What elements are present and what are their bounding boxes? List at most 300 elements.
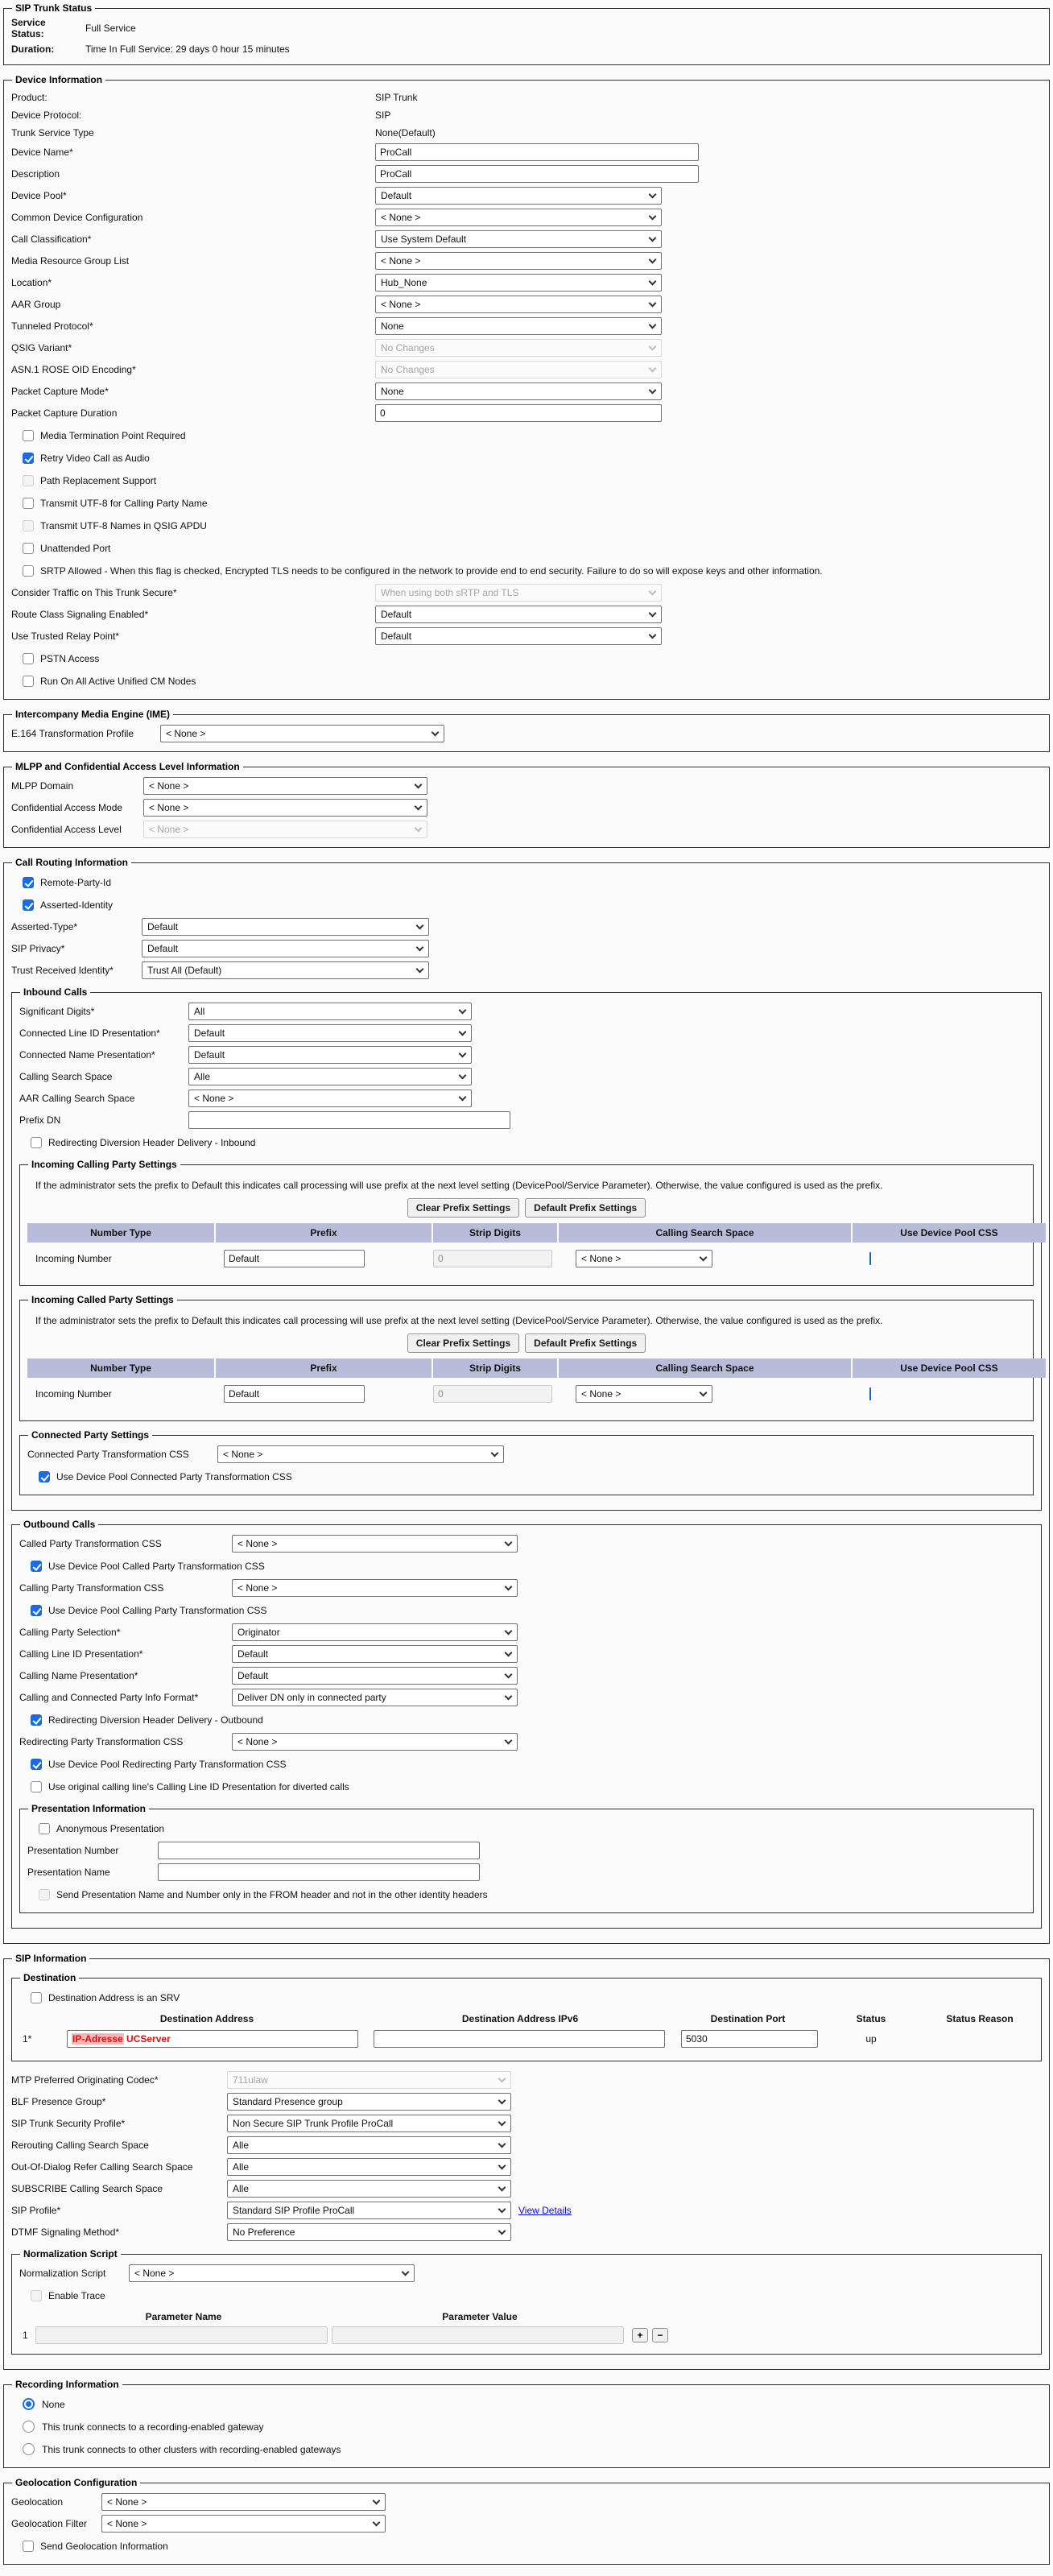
label-packet-capture-duration: Packet Capture Duration xyxy=(11,407,118,419)
label-call-classification: Call Classification* xyxy=(11,234,92,245)
chevron-down-icon xyxy=(415,802,423,810)
chevron-down-icon xyxy=(700,1388,708,1396)
chevron-down-icon xyxy=(649,386,657,394)
label-remote-party-id: Remote-Party-Id xyxy=(40,876,112,888)
input-prefix[interactable] xyxy=(224,1385,365,1403)
select-normalization-script[interactable] xyxy=(129,2264,415,2282)
label-transmit-utf-8-for-calling-party-name: Transmit UTF-8 for Calling Party Name xyxy=(40,497,208,509)
row-connected-name-presentation xyxy=(19,1044,1034,1065)
section-title-destination: Destination xyxy=(23,1972,76,1983)
label-out-of-dialog-refer-calling-search-space: Out-Of-Dialog Refer Calling Search Space xyxy=(11,2161,193,2173)
label-description: Description xyxy=(11,168,60,180)
select-calling-search-space[interactable] xyxy=(188,1068,472,1085)
chevron-down-icon xyxy=(498,2205,506,2213)
checkbox-use-device-pool-called-party-transformation-css[interactable] xyxy=(31,1561,42,1572)
input-presentation-number[interactable] xyxy=(158,1842,480,1859)
label-packet-capture-mode: Packet Capture Mode* xyxy=(11,386,109,397)
destination-address-highlight: IP-Adresse xyxy=(72,2033,123,2045)
select-value: < None > xyxy=(166,728,206,739)
table-header-row xyxy=(27,1358,1026,1378)
column-header-strip-digits: Strip Digits xyxy=(433,1358,557,1378)
checkbox-pstn-access[interactable] xyxy=(23,653,34,664)
row-enable-trace xyxy=(31,2284,1034,2306)
section-title-incoming-called-party-settings: Incoming Called Party Settings xyxy=(31,1294,174,1305)
column-header-calling-search-space: Calling Search Space xyxy=(559,1358,851,1378)
row-use-trusted-relay-point xyxy=(11,626,1042,647)
column-header-use-device-pool-css: Use Device Pool CSS xyxy=(853,1223,1046,1243)
row-aar-calling-search-space xyxy=(19,1088,1034,1109)
select-called-party-transformation-css[interactable] xyxy=(232,1535,518,1553)
select-sip-trunk-security-profile[interactable] xyxy=(227,2115,511,2132)
select-calling-search-space[interactable] xyxy=(576,1385,712,1403)
row-send-presentation-name-and-number-only-in-the-fr xyxy=(39,1883,1026,1905)
select-location[interactable] xyxy=(375,274,662,292)
checkbox-retry-video-call-as-audio[interactable] xyxy=(23,453,34,464)
column-header-destination-address-ipv6: Destination Address IPv6 xyxy=(461,2013,579,2024)
chevron-down-icon xyxy=(373,2496,381,2504)
destination-address-rest: UCServer xyxy=(123,2033,171,2045)
cell-number-type xyxy=(27,1388,214,1400)
cell-calling-search-space xyxy=(559,1250,851,1267)
checkbox-use-device-pool-redirecting-party-transformation[interactable] xyxy=(31,1759,42,1770)
select-calling-party-transformation-css[interactable] xyxy=(232,1579,518,1597)
row-trust-received-identity xyxy=(11,960,1042,981)
select-media-resource-group-list[interactable] xyxy=(375,252,662,270)
label-use-trusted-relay-point: Use Trusted Relay Point* xyxy=(11,631,120,642)
select-geolocation[interactable] xyxy=(101,2493,386,2511)
cell-parameter-value xyxy=(332,2326,628,2344)
select-calling-party-selection[interactable] xyxy=(232,1623,518,1641)
select-common-device-configuration[interactable] xyxy=(375,209,662,226)
chevron-down-icon xyxy=(373,2518,381,2526)
label-calling-party-selection: Calling Party Selection* xyxy=(19,1627,121,1638)
select-packet-capture-mode[interactable] xyxy=(375,382,662,400)
label-connected-party-transformation-css: Connected Party Transformation CSS xyxy=(27,1449,189,1460)
select-dtmf-signaling-method[interactable] xyxy=(227,2223,511,2241)
section-title-sip-trunk-status: SIP Trunk Status xyxy=(15,2,93,14)
column-header-destination-address: Destination Address xyxy=(159,2013,254,2024)
label-device-name: Device Name* xyxy=(11,147,73,158)
column-header-status: Status xyxy=(856,2013,886,2024)
button-default-prefix-settings[interactable]: Default Prefix Settings xyxy=(525,1198,646,1218)
select-value: < None > xyxy=(223,1449,263,1460)
select-redirecting-party-transformation-css[interactable] xyxy=(232,1733,518,1751)
select-device-pool[interactable] xyxy=(375,187,662,205)
checkbox-srtp-allowed-when-this-flag-is-checked-encrypted[interactable] xyxy=(23,565,34,577)
row-trunk-service-type xyxy=(11,124,1042,141)
select-confidential-access-mode[interactable] xyxy=(143,799,427,817)
select-asserted-type[interactable] xyxy=(142,918,429,936)
cell-destination-address xyxy=(47,2030,367,2048)
row-run-on-all-active-unified-cm-nodes xyxy=(23,670,1042,692)
section-mlpp-and-confidential-access-level-information xyxy=(3,761,1050,848)
row-transmit-utf-8-for-calling-party-name xyxy=(23,492,1042,514)
row-sip-profile xyxy=(11,2200,1042,2221)
row-description xyxy=(11,163,1042,184)
section-title-incoming-calling-party-settings: Incoming Calling Party Settings xyxy=(31,1159,177,1170)
label-this-trunk-connects-to-a-recording-enabled-gatew: This trunk connects to a recording-enabled gateway xyxy=(42,2421,264,2433)
select-value: Alle xyxy=(233,2140,250,2151)
select-mlpp-domain[interactable] xyxy=(143,777,427,795)
input-packet-capture-duration[interactable] xyxy=(375,404,662,422)
label-called-party-transformation-css: Called Party Transformation CSS xyxy=(19,1538,162,1549)
input-device-name[interactable] xyxy=(375,143,699,161)
section-recording-information xyxy=(3,2379,1050,2468)
chevron-down-icon xyxy=(415,780,423,788)
checkbox-transmit-utf-8-names-in-qsig-apdu xyxy=(23,520,34,531)
sip-trunk-configuration-form xyxy=(2,2,1051,2565)
checkbox-send-geolocation-information[interactable] xyxy=(23,2541,34,2552)
label-mlpp-domain: MLPP Domain xyxy=(11,780,74,792)
select-value: < None > xyxy=(581,1253,621,1264)
label-use-device-pool-called-party-transformation-css: Use Device Pool Called Party Transformation CSS xyxy=(48,1560,265,1572)
row-sip-privacy xyxy=(11,938,1042,959)
label-anonymous-presentation: Anonymous Presentation xyxy=(56,1822,165,1834)
checkbox-anonymous-presentation[interactable] xyxy=(39,1823,50,1834)
row-product xyxy=(11,89,1042,105)
label-subscribe-calling-search-space: SUBSCRIBE Calling Search Space xyxy=(11,2183,163,2194)
select-value: < None > xyxy=(107,2518,147,2529)
button-clear-prefix-settings[interactable]: Clear Prefix Settings xyxy=(407,1198,519,1218)
label-calling-search-space: Calling Search Space xyxy=(19,1071,113,1082)
value-number-type: Incoming Number xyxy=(35,1253,112,1264)
label-calling-line-id-presentation: Calling Line ID Presentation* xyxy=(19,1648,143,1660)
row-out-of-dialog-refer-calling-search-space xyxy=(11,2156,1042,2177)
label-sip-trunk-security-profile: SIP Trunk Security Profile* xyxy=(11,2118,126,2129)
select-sip-privacy[interactable] xyxy=(142,940,429,957)
select-rerouting-calling-search-space[interactable] xyxy=(227,2136,511,2154)
checkbox-redirecting-diversion-header-delivery-outbound[interactable] xyxy=(31,1714,42,1726)
row-none xyxy=(23,2393,1042,2415)
chevron-down-icon xyxy=(416,943,424,951)
select-value: < None > xyxy=(381,212,421,223)
row-geolocation-filter xyxy=(11,2513,1042,2534)
label-trust-received-identity: Trust Received Identity* xyxy=(11,965,114,976)
cell-prefix xyxy=(216,1250,432,1267)
select-route-class-signaling-enabled[interactable] xyxy=(375,606,662,623)
select-consider-traffic-on-this-trunk-secure xyxy=(375,584,662,602)
button-default-prefix-settings[interactable]: Default Prefix Settings xyxy=(525,1333,646,1353)
section-presentation-information xyxy=(19,1803,1034,1913)
section-normalization-script xyxy=(11,2248,1042,2355)
button-clear-prefix-settings[interactable]: Clear Prefix Settings xyxy=(407,1333,519,1353)
input-strip-digits xyxy=(433,1385,552,1403)
row-redirecting-diversion-header-delivery-outbound xyxy=(31,1709,1034,1730)
label-confidential-access-mode: Confidential Access Mode xyxy=(11,802,123,813)
label-aar-calling-search-space: AAR Calling Search Space xyxy=(19,1093,135,1104)
chevron-down-icon xyxy=(498,2118,506,2126)
select-value: Default xyxy=(381,190,412,201)
label-service-status: Service Status: xyxy=(11,17,46,39)
select-value: < None > xyxy=(134,2268,175,2279)
checkbox-enable-trace xyxy=(31,2290,42,2301)
label-this-trunk-connects-to-other-clusters-with-recor: This trunk connects to other clusters with recording-enabled gateways xyxy=(42,2443,341,2455)
section-incoming-calling-party-settings xyxy=(19,1159,1034,1286)
select-aar-group[interactable] xyxy=(375,296,662,313)
destination-status: up xyxy=(865,2033,877,2045)
checkbox-remote-party-id[interactable] xyxy=(23,877,34,888)
input-description[interactable] xyxy=(375,165,699,183)
normalization-parameter-table xyxy=(19,2307,1034,2347)
row-unattended-port xyxy=(23,537,1042,559)
input-parameter-value xyxy=(332,2326,624,2344)
section-title-mlpp-and-confidential-access-level-information: MLPP and Confidential Access Level Information xyxy=(15,761,240,772)
select-calling-line-id-presentation[interactable] xyxy=(232,1645,518,1663)
row-geolocation xyxy=(11,2491,1042,2512)
row-pstn-access xyxy=(23,647,1042,669)
chevron-down-icon xyxy=(649,587,657,595)
checkbox-path-replacement-support xyxy=(23,475,34,486)
row-duration xyxy=(11,40,1042,57)
view-details-link[interactable]: View Details xyxy=(518,2205,572,2216)
label-asserted-type: Asserted-Type* xyxy=(11,921,78,932)
select-use-trusted-relay-point[interactable] xyxy=(375,627,662,645)
row-tunneled-protocol xyxy=(11,316,1042,337)
value-duration: Time In Full Service: 29 days 0 hour 15 minutes xyxy=(85,43,290,55)
row-called-party-transformation-css xyxy=(19,1533,1034,1554)
checkbox-transmit-utf-8-for-calling-party-name[interactable] xyxy=(23,498,34,509)
select-connected-name-presentation[interactable] xyxy=(188,1046,472,1064)
select-geolocation-filter[interactable] xyxy=(101,2515,386,2533)
row-redirecting-diversion-header-delivery-inbound xyxy=(31,1131,1034,1153)
row-e-164-transformation-profile xyxy=(11,723,1042,744)
chevron-down-icon xyxy=(459,1071,467,1079)
section-title-geolocation-configuration: Geolocation Configuration xyxy=(15,2477,138,2488)
chevron-down-icon xyxy=(416,965,424,973)
checkbox-send-presentation-name-and-number-only-in-the-fr xyxy=(39,1889,50,1900)
chevron-down-icon xyxy=(459,1006,467,1014)
chevron-down-icon xyxy=(498,2161,506,2169)
checkbox-media-termination-point-required[interactable] xyxy=(23,430,34,441)
select-trust-received-identity[interactable] xyxy=(142,961,429,979)
radio-this-trunk-connects-to-other-clusters-with-recor[interactable] xyxy=(23,2443,35,2455)
select-value: Default xyxy=(194,1028,225,1039)
select-significant-digits[interactable] xyxy=(188,1003,472,1020)
cell-use-device-pool-css xyxy=(853,1388,1046,1400)
label-device-pool: Device Pool* xyxy=(11,190,67,201)
select-value: < None > xyxy=(237,1538,278,1549)
label-calling-and-connected-party-info-format: Calling and Connected Party Info Format* xyxy=(19,1692,199,1703)
label-redirecting-diversion-header-delivery-outbound: Redirecting Diversion Header Delivery - Outbound xyxy=(48,1714,263,1726)
input-prefix-dn[interactable] xyxy=(188,1111,510,1129)
label-calling-party-transformation-css: Calling Party Transformation CSS xyxy=(19,1582,164,1594)
input-destination-port[interactable] xyxy=(681,2030,818,2048)
row-presentation-name xyxy=(27,1862,1026,1883)
label-transmit-utf-8-names-in-qsig-apdu: Transmit UTF-8 Names in QSIG APDU xyxy=(40,519,207,531)
parameter-row-number: 1 xyxy=(23,2330,28,2341)
chevron-down-icon xyxy=(649,190,657,198)
checkbox-use-device-pool-calling-party-transformation-css[interactable] xyxy=(31,1605,42,1616)
row-retry-video-call-as-audio xyxy=(23,447,1042,469)
label-send-geolocation-information: Send Geolocation Information xyxy=(40,2540,168,2552)
row-connected-party-transformation-css xyxy=(27,1444,1026,1465)
checkbox-use-original-calling-line-s-calling-line-id-pres[interactable] xyxy=(31,1781,42,1792)
table-row xyxy=(19,2326,1034,2347)
select-value: No Preference xyxy=(233,2227,295,2238)
label-duration: Duration: xyxy=(11,43,55,55)
row-redirecting-party-transformation-css xyxy=(19,1731,1034,1752)
label-trunk-service-type: Trunk Service Type xyxy=(11,126,94,139)
section-title-normalization-script: Normalization Script xyxy=(23,2248,118,2260)
label-redirecting-party-transformation-css: Redirecting Party Transformation CSS xyxy=(19,1736,184,1747)
chevron-down-icon xyxy=(505,1538,513,1546)
row-use-device-pool-calling-party-transformation-css xyxy=(31,1599,1034,1621)
label-mtp-preferred-originating-codec: MTP Preferred Originating Codec* xyxy=(11,2074,159,2086)
cell-calling-search-space xyxy=(559,1385,851,1403)
chevron-down-icon xyxy=(649,299,657,307)
label-use-device-pool-calling-party-transformation-css: Use Device Pool Calling Party Transformation CSS xyxy=(48,1604,267,1616)
destination-table xyxy=(19,2009,1034,2054)
select-aar-calling-search-space[interactable] xyxy=(188,1090,472,1107)
table-row xyxy=(19,2028,1034,2054)
value-service-status: Full Service xyxy=(85,23,136,34)
radio-none[interactable] xyxy=(23,2398,35,2410)
row-device-pool xyxy=(11,185,1042,206)
remove-parameter-button[interactable]: − xyxy=(652,2328,668,2342)
column-header-number-type: Number Type xyxy=(27,1358,214,1378)
label-e-164-transformation-profile: E.164 Transformation Profile xyxy=(11,728,134,739)
row-common-device-configuration xyxy=(11,207,1042,228)
column-header-parameter-name: Parameter Name xyxy=(145,2311,222,2322)
checkbox-unattended-port[interactable] xyxy=(23,543,34,554)
label-path-replacement-support: Path Replacement Support xyxy=(40,474,157,486)
select-sip-profile[interactable] xyxy=(227,2202,511,2219)
chevron-down-icon xyxy=(505,1670,513,1678)
cell-destination-port xyxy=(673,2030,823,2048)
row-blf-presence-group xyxy=(11,2091,1042,2112)
label-confidential-access-level: Confidential Access Level xyxy=(11,824,122,835)
section-sip-trunk-status xyxy=(3,2,1050,65)
select-value: Standard Presence group xyxy=(233,2096,343,2107)
select-blf-presence-group[interactable] xyxy=(227,2093,511,2111)
checkbox-destination-address-is-an-srv[interactable] xyxy=(31,1992,42,2003)
radio-this-trunk-connects-to-a-recording-enabled-gatew[interactable] xyxy=(23,2421,35,2433)
label-normalization-script: Normalization Script xyxy=(19,2268,106,2279)
section-device-information xyxy=(3,74,1050,700)
input-presentation-name[interactable] xyxy=(158,1863,480,1881)
checkbox-use-device-pool-connected-party-transformation-c[interactable] xyxy=(39,1471,50,1482)
row-connected-line-id-presentation xyxy=(19,1023,1034,1044)
row-media-termination-point-required xyxy=(23,424,1042,446)
select-calling-name-presentation[interactable] xyxy=(232,1667,518,1685)
incoming-settings-table xyxy=(27,1358,1026,1412)
column-header-status-reason: Status Reason xyxy=(946,2013,1014,2024)
input-destination-address[interactable] xyxy=(67,2030,358,2048)
select-out-of-dialog-refer-calling-search-space[interactable] xyxy=(227,2158,511,2176)
select-value: All xyxy=(194,1006,205,1017)
row-device-protocol xyxy=(11,106,1042,123)
chevron-down-icon xyxy=(498,2227,506,2235)
label-asserted-identity: Asserted-Identity xyxy=(40,899,114,911)
add-parameter-button[interactable]: + xyxy=(632,2328,648,2342)
select-subscribe-calling-search-space[interactable] xyxy=(227,2180,511,2198)
row-location xyxy=(11,272,1042,293)
column-header-prefix: Prefix xyxy=(216,1358,432,1378)
select-value: < None > xyxy=(381,299,421,310)
input-destination-address-ipv6[interactable] xyxy=(374,2030,665,2048)
row-transmit-utf-8-names-in-qsig-apdu xyxy=(23,515,1042,536)
label-aar-group: AAR Group xyxy=(11,299,61,310)
label-geolocation-filter: Geolocation Filter xyxy=(11,2518,88,2529)
select-calling-and-connected-party-info-format[interactable] xyxy=(232,1689,518,1706)
row-this-trunk-connects-to-a-recording-enabled-gatew xyxy=(23,2416,1042,2437)
cell-number-type xyxy=(27,1253,214,1264)
section-title-outbound-calls: Outbound Calls xyxy=(23,1519,96,1530)
table-header-row xyxy=(19,2307,1034,2326)
label-none: None xyxy=(42,2398,65,2410)
chevron-down-icon xyxy=(498,2140,506,2148)
row-calling-party-transformation-css xyxy=(19,1577,1034,1598)
row-route-class-signaling-enabled xyxy=(11,604,1042,625)
select-connected-line-id-presentation[interactable] xyxy=(188,1024,472,1042)
column-header-prefix: Prefix xyxy=(216,1223,432,1243)
column-header-strip-digits: Strip Digits xyxy=(433,1223,557,1243)
chevron-down-icon xyxy=(505,1627,513,1635)
row-consider-traffic-on-this-trunk-secure xyxy=(11,582,1042,603)
column-header-calling-search-space: Calling Search Space xyxy=(559,1223,851,1243)
row-call-classification xyxy=(11,229,1042,250)
select-value: Default xyxy=(381,631,412,642)
checkbox-use-device-pool-css[interactable] xyxy=(869,1387,871,1400)
checkbox-redirecting-diversion-header-delivery-inbound[interactable] xyxy=(31,1137,42,1148)
section-call-routing-information xyxy=(3,857,1050,1944)
label-presentation-number: Presentation Number xyxy=(27,1845,119,1856)
section-title-presentation-information: Presentation Information xyxy=(31,1803,147,1814)
select-call-classification[interactable] xyxy=(375,230,662,248)
label-destination-address-is-an-srv: Destination Address is an SRV xyxy=(48,1991,180,2003)
row-calling-party-selection xyxy=(19,1622,1034,1643)
row-asserted-identity xyxy=(23,894,1042,916)
select-calling-search-space[interactable] xyxy=(576,1250,712,1267)
chevron-down-icon xyxy=(649,364,657,372)
select-asn-1-rose-oid-encoding xyxy=(375,361,662,378)
select-e-164-transformation-profile[interactable] xyxy=(160,725,444,742)
label-location: Location* xyxy=(11,277,52,288)
destination-row-number: 1* xyxy=(23,2033,32,2045)
chevron-down-icon xyxy=(498,2074,506,2082)
select-value: 711ulaw xyxy=(233,2074,268,2086)
section-intercompany-media-engine-ime xyxy=(3,709,1050,752)
label-redirecting-diversion-header-delivery-inbound: Redirecting Diversion Header Delivery - Inbound xyxy=(48,1136,256,1148)
select-value: Default xyxy=(381,609,412,620)
checkbox-asserted-identity[interactable] xyxy=(23,899,34,911)
value-number-type: Incoming Number xyxy=(35,1388,112,1400)
row-number-spacer xyxy=(19,2313,35,2320)
label-dtmf-signaling-method: DTMF Signaling Method* xyxy=(11,2227,120,2238)
column-header-destination-port: Destination Port xyxy=(710,2013,786,2024)
row-mlpp-domain xyxy=(11,775,1042,796)
row-aar-group xyxy=(11,294,1042,315)
chevron-down-icon xyxy=(649,609,657,617)
label-media-termination-point-required: Media Termination Point Required xyxy=(40,429,186,441)
section-title-call-routing-information: Call Routing Information xyxy=(15,857,128,868)
input-prefix[interactable] xyxy=(224,1250,365,1267)
select-value: No Changes xyxy=(381,364,435,375)
select-value: Hub_None xyxy=(381,277,427,288)
select-connected-party-transformation-css[interactable] xyxy=(217,1445,504,1463)
select-value: < None > xyxy=(381,255,421,267)
chevron-down-icon xyxy=(459,1049,467,1057)
row-mtp-preferred-originating-codec xyxy=(11,2069,1042,2090)
checkbox-run-on-all-active-unified-cm-nodes[interactable] xyxy=(23,676,34,687)
cell-destination-address-ipv6 xyxy=(367,2030,673,2048)
column-header-parameter-value: Parameter Value xyxy=(442,2311,518,2322)
select-tunneled-protocol[interactable] xyxy=(375,317,662,335)
checkbox-use-device-pool-css[interactable] xyxy=(869,1252,871,1265)
select-value: Default xyxy=(237,1648,269,1660)
label-rerouting-calling-search-space: Rerouting Calling Search Space xyxy=(11,2140,149,2151)
section-title-recording-information: Recording Information xyxy=(15,2379,119,2390)
